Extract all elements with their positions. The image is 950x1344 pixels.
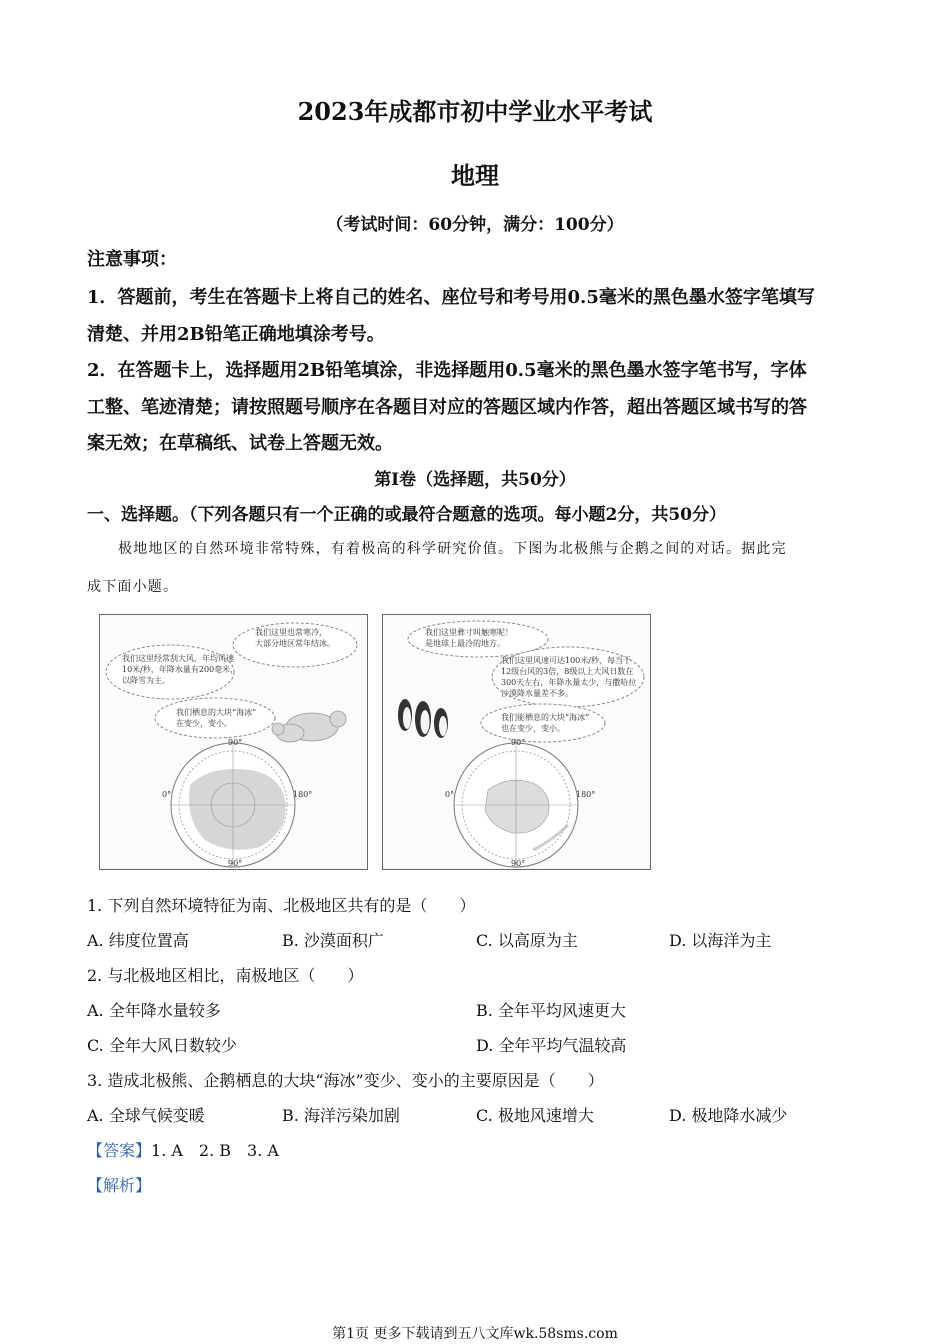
antarctic-map-icon: [454, 743, 578, 867]
map-label-bottom: 90°: [228, 859, 243, 868]
bubble-line: 我们这里也常寒冷，: [255, 628, 327, 637]
question-2-stem: 2. 与北极地区相比，南极地区（ ）: [87, 966, 364, 985]
arctic-bubble-1: [255, 627, 335, 649]
notice-item-2-line-3: 案无效；在草稿纸、试卷上答题无效。: [87, 433, 393, 454]
question-3-option-b: B. 海洋污染加剧: [282, 1106, 400, 1125]
notice-item-2-line-1: 2．在答题卡上，选择题用2B铅笔填涂，非选择题用0.5毫米的黑色墨水签字笔书写，字体: [87, 360, 807, 381]
question-1-option-b: B. 沙漠面积广: [282, 931, 384, 950]
answer-line: [87, 1138, 279, 1161]
exam-info: （考试时间：60分钟，满分：100分）: [326, 215, 624, 235]
section-heading: 一、选择题。（下列各题只有一个正确的或最符合题意的选项。每小题2分，共50分）: [87, 505, 726, 525]
notice-heading: 注意事项：: [87, 249, 177, 270]
analysis-label: 【解析】: [87, 1176, 152, 1195]
bubble-line: 300天左右，年降水量太少，与撒哈拉: [501, 678, 637, 687]
bubble-line: 12级台风的3倍，8级以上大风日数在: [501, 667, 634, 676]
part-title: 第Ⅰ卷（选择题，共50分）: [374, 470, 576, 490]
question-2-option-a: A. 全年降水量较多: [87, 1001, 221, 1020]
intro-line-2: 成下面小题。: [87, 579, 179, 595]
question-3-option-d: D. 极地降水减少: [669, 1106, 788, 1125]
question-1-option-d: D. 以海洋为主: [669, 931, 772, 950]
bubble-line: 沙漠降水量差不多。: [501, 689, 573, 698]
antarctic-bubble-2: [501, 655, 636, 699]
question-3-option-a: A. 全球气候变暖: [87, 1106, 205, 1125]
notice-item-1-line-2: 清楚、并用2B铅笔正确地填涂考号。: [87, 324, 385, 345]
subject-title: 地理: [451, 161, 499, 190]
bubble-line: 在变少，变小。: [176, 719, 232, 728]
antarctic-bubble-3: [501, 712, 589, 734]
question-3-option-c: C. 极地风速增大: [476, 1106, 594, 1125]
bubble-line: 也在变少，变小。: [501, 724, 565, 733]
map-label-bottom: 90°: [511, 859, 526, 868]
arctic-bubble-2: [122, 653, 238, 686]
map-label-top: 90°: [511, 738, 526, 747]
question-1-option-a: A. 纬度位置高: [87, 931, 189, 950]
penguin-icon: [398, 699, 448, 738]
antarctic-dialogue-figure: [382, 614, 651, 870]
bubble-line: 以降雪为主。: [122, 676, 170, 685]
bubble-line: 我们能栖息的大块“海冰”: [501, 713, 590, 722]
bubble-line: 我们这里经常刮大风，年均风速: [122, 654, 234, 663]
arctic-dialogue-figure: [99, 614, 368, 870]
map-label-left: 0°: [162, 790, 172, 799]
polar-bear-icon: [272, 711, 346, 742]
arctic-map-icon: [171, 743, 295, 867]
bubble-line: 我们栖息的大块“海冰”: [176, 708, 257, 717]
question-2-option-c: C. 全年大风日数较少: [87, 1036, 237, 1055]
intro-line-1: 极地地区的自然环境非常特殊，有着极高的科学研究价值。下图为北极熊与企鹅之间的对话。据此完: [118, 541, 787, 557]
page-footer: 第1页 更多下载请到五八文库wk.58sms.com: [332, 1326, 618, 1342]
bubble-line: 是地球上最冷的地方。: [425, 639, 505, 648]
bubble-line: 我们这里彝寸叫触寒呢！: [425, 628, 513, 637]
question-1-stem: 1. 下列自然环境特征为南、北极地区共有的是（ ）: [87, 896, 476, 915]
bubble-line: 10米/秒，年降水量有200毫米，: [122, 665, 239, 674]
antarctic-bubble-1: [425, 627, 513, 649]
notice-item-2-line-2: 工整、笔迹清楚；请按照题号顺序在各题目对应的答题区域内作答，超出答题区域书写的答: [87, 397, 807, 418]
answer-label: 【答案】: [87, 1141, 152, 1160]
notice-item-1-line-1: 1．答题前，考生在答题卡上将自己的姓名、座位号和考号用0.5毫米的黑色墨水签字笔填写: [87, 287, 815, 308]
question-2-option-b: B. 全年平均风速更大: [476, 1001, 626, 1020]
map-label-top: 90°: [228, 738, 243, 747]
question-2-option-d: D. 全年平均气温较高: [476, 1036, 627, 1055]
map-label-left: 0°: [445, 790, 455, 799]
map-label-right: 180°: [293, 790, 313, 799]
bubble-line: 大部分地区常年结冰。: [255, 639, 335, 648]
exam-title: 2023年成都市初中学业水平考试: [297, 97, 653, 126]
answer-value: 1. A 2. B 3. A: [151, 1141, 279, 1160]
question-3-stem: 3. 造成北极熊、企鹅栖息的大块“海冰”变少、变小的主要原因是（ ）: [87, 1071, 604, 1090]
question-1-option-c: C. 以高原为主: [476, 931, 578, 950]
arctic-bubble-3: [176, 707, 256, 729]
map-label-right: 180°: [576, 790, 596, 799]
bubble-line: 我们这里风速可达100米/秒，每当于: [501, 656, 631, 665]
